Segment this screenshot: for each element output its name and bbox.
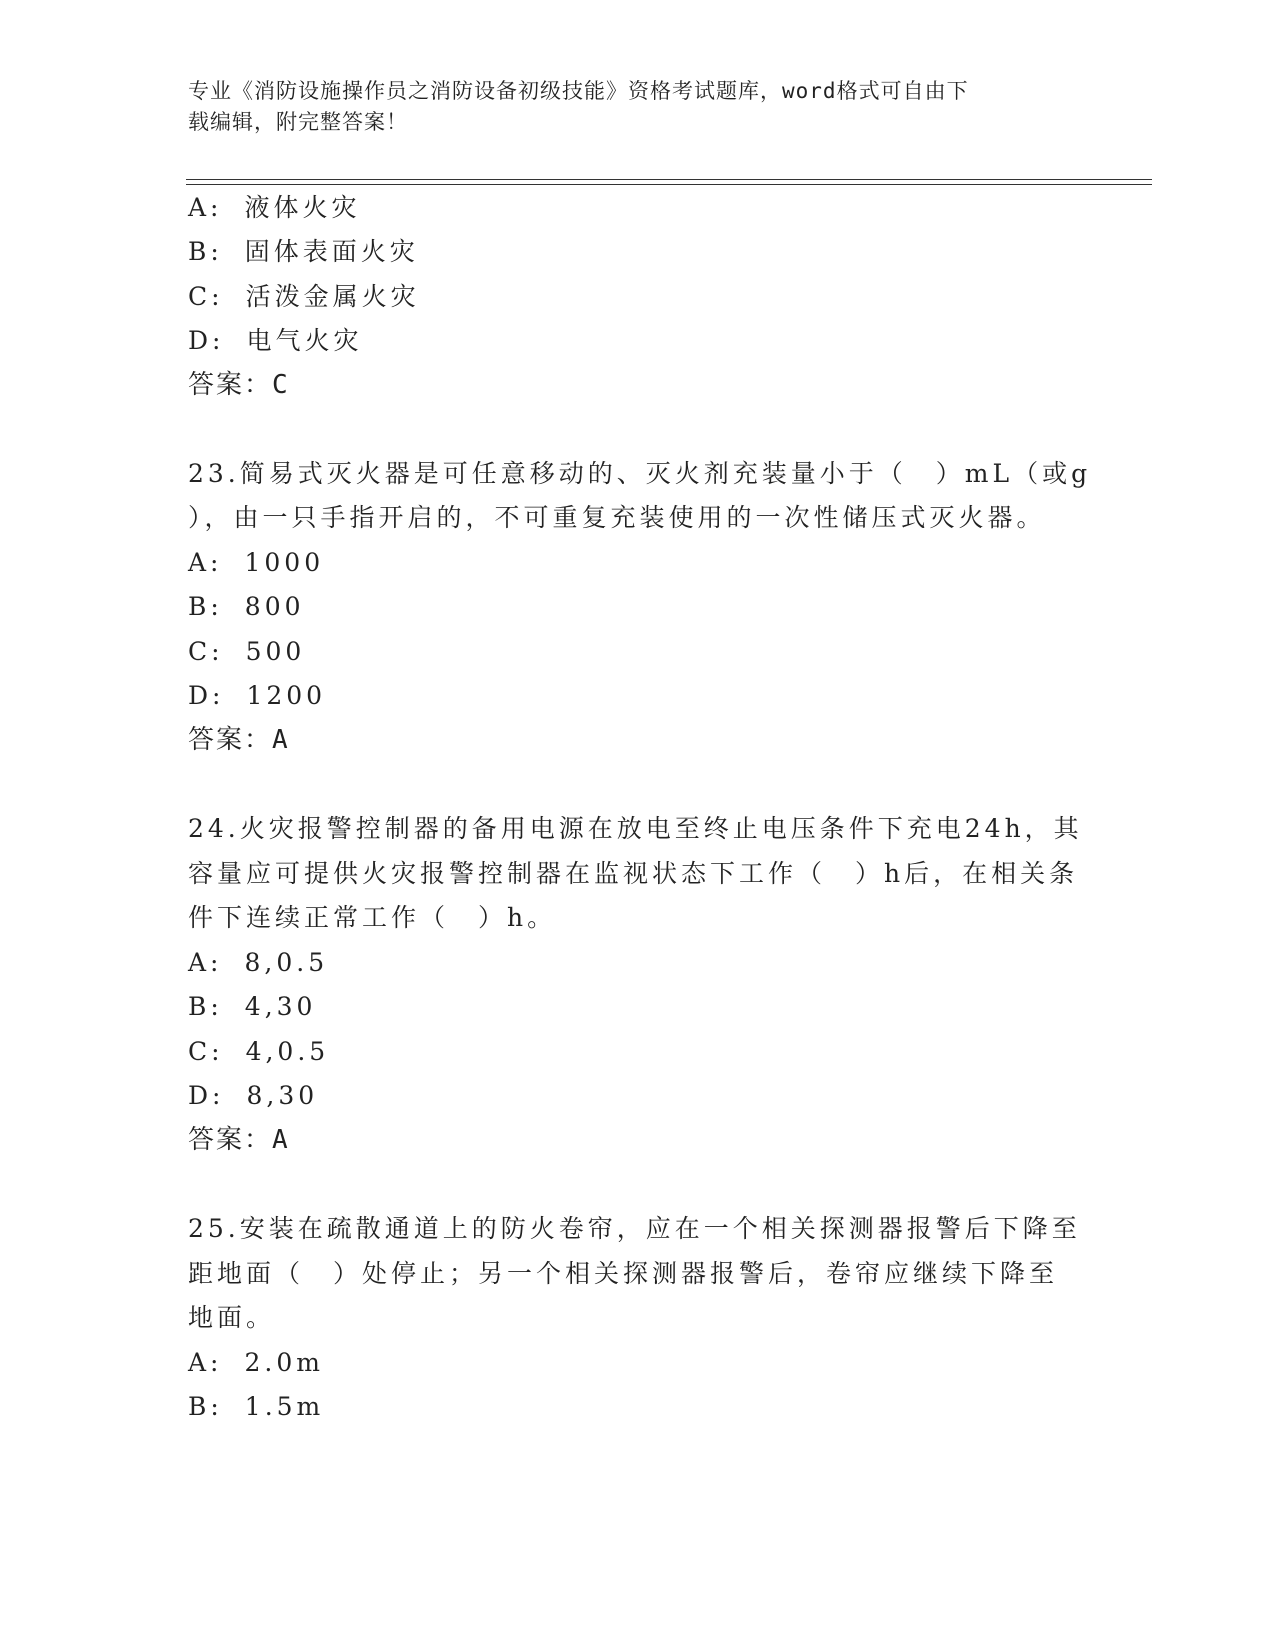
q23-option-a: A: 1000 xyxy=(188,548,325,577)
q23-option-d: D: 1200 xyxy=(188,681,327,710)
q23-option-b: B: 800 xyxy=(188,592,305,621)
q25-option-a: A: 2.0m xyxy=(188,1348,324,1377)
q23-stem-line-1: 23.简易式灭火器是可任意移动的、灭火剂充装量小于（ ）mL（或g xyxy=(188,459,1092,488)
q23-option-c: C: 500 xyxy=(188,637,306,666)
header-line-1: 专业《消防设施操作员之消防设备初级技能》资格考试题库，word格式可自由下 xyxy=(188,79,969,103)
q24-option-d: D: 8,30 xyxy=(188,1081,319,1110)
q25-option-b: B: 1.5m xyxy=(188,1392,325,1421)
q22-option-b: B: 固体表面火灾 xyxy=(188,237,419,266)
q25-stem-line-3: 地面。 xyxy=(188,1303,276,1332)
q22-option-d: D: 电气火灾 xyxy=(188,326,363,355)
q23-stem-line-2: ），由一只手指开启的，不可重复充装使用的一次性储压式灭火器。 xyxy=(188,503,1046,532)
q25-stem-line-1: 25.安装在疏散通道上的防火卷帘，应在一个相关探测器报警后下降至 xyxy=(188,1214,1081,1243)
q22-option-c: C: 活泼金属火灾 xyxy=(188,282,420,311)
header-line-2: 载编辑，附完整答案！ xyxy=(188,110,408,134)
q24-stem-line-3: 件下连续正常工作（ ）h。 xyxy=(188,903,557,932)
q22-answer: 答案：C xyxy=(188,370,290,400)
q25-stem-line-2: 距地面（ ）处停止；另一个相关探测器报警后，卷帘应继续下降至 xyxy=(188,1259,1059,1288)
header-divider-top xyxy=(186,179,1152,180)
q24-option-c: C: 4,0.5 xyxy=(188,1037,330,1066)
q24-answer: 答案：A xyxy=(188,1125,290,1155)
q24-option-b: B: 4,30 xyxy=(188,992,317,1021)
q24-stem-line-2: 容量应可提供火灾报警控制器在监视状态下工作（ ）h后，在相关条 xyxy=(188,859,1079,888)
q23-answer: 答案：A xyxy=(188,725,290,755)
document-header xyxy=(188,76,1088,138)
q24-option-a: A: 8,0.5 xyxy=(188,948,329,977)
header-divider-bottom xyxy=(186,184,1152,185)
q24-stem-line-1: 24.火灾报警控制器的备用电源在放电至终止电压条件下充电24h，其 xyxy=(188,814,1083,843)
q22-option-a: A: 液体火灾 xyxy=(188,193,361,222)
